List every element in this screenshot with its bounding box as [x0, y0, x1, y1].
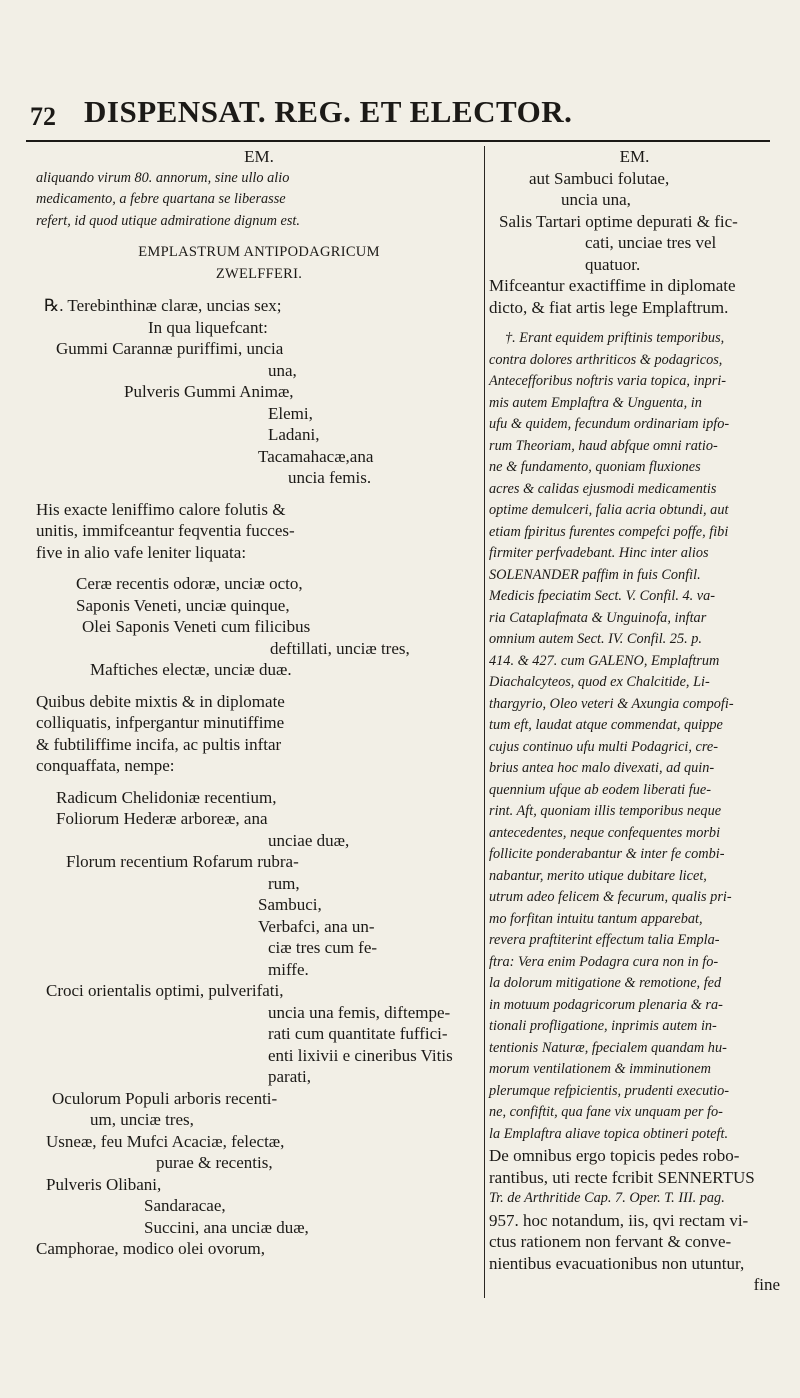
right-line: 414. & 427. cum GALENO, Emplaftrum: [489, 652, 720, 669]
right-line: quatuor.: [585, 254, 641, 274]
right-line: cujus continuo ufu multi Podagrici, cre-: [489, 738, 718, 755]
right-line: contra dolores arthriticos & podagricos,: [489, 351, 723, 368]
right-line: omnium autem Sect. IV. Confil. 25. p.: [489, 631, 702, 647]
left-line: Succini, ana unciæ duæ,: [144, 1217, 309, 1237]
page-header: [22, 94, 770, 134]
running-head: DISPENSAT. REG. ET ELECTOR.: [84, 94, 573, 129]
right-line: la dolorum mitigatione & remotione, fed: [489, 975, 722, 991]
right-line: tionali profligatione, inprimis autem in-: [489, 1018, 717, 1034]
left-line: Maftiches electæ, unciæ duæ.: [90, 660, 292, 679]
left-line: Foliorum Hederæ arboreæ, ana: [56, 809, 268, 828]
right-line: aut Sambuci folutae,: [529, 168, 670, 188]
right-line: Medicis fpeciatim Sect. V. Confil. 4. va-: [489, 588, 716, 604]
right-line: uncia una,: [561, 190, 631, 209]
left-line: enti lixivii e cineribus Vitis: [268, 1045, 453, 1065]
right-line: fine: [753, 1275, 780, 1294]
right-line: nientibus evacuationibus non utuntur,: [489, 1253, 745, 1273]
right-line: †. Erant equidem priftinis temporibus,: [505, 330, 725, 346]
right-line: ne, confiftit, qua fane vix unquam per fo-: [489, 1104, 723, 1120]
right-line: antecedentes, neque confequentes morbi: [489, 824, 721, 841]
left-line: miffe.: [268, 959, 309, 979]
right-line: tentionis Naturæ, fpecialem quandam hu-: [489, 1039, 727, 1056]
right-line: SOLENANDER paffim in fuis Confil.: [489, 566, 701, 583]
right-line: la Emplaftra aliave topica obtineri poteft.: [489, 1125, 729, 1142]
left-line: Camphorae, modico olei ovorum,: [36, 1239, 265, 1258]
left-line: Pulveris Gummi Animæ,: [124, 382, 294, 401]
right-line: tum eft, laudat atque commendat, quippe: [489, 717, 723, 733]
right-line: firmiter perfvadebant. Hinc inter alios: [489, 545, 709, 561]
right-line: plerumque refpicientis, prudenti executio-: [489, 1082, 730, 1099]
left-line: Verbafci, ana un-: [258, 916, 375, 936]
left-line: Sambuci,: [258, 895, 322, 914]
left-line: Olei Saponis Veneti cum filicibus: [82, 617, 311, 636]
right-line: ftra: Vera enim Podagra cura non in fo-: [489, 953, 719, 970]
left-line: colliquatis, infpergantur minutiffime: [36, 713, 285, 732]
left-line: Elemi,: [268, 403, 313, 423]
left-line: Ladani,: [268, 425, 320, 444]
left-line: EM.: [244, 147, 274, 166]
left-line: Quibus debite mixtis & in diplomate: [36, 691, 285, 711]
right-line: nabantur, merito utique dubitare licet,: [489, 867, 707, 884]
column-divider: [484, 146, 485, 1298]
left-line: deftillati, unciæ tres,: [270, 638, 410, 658]
right-line: cati, unciae tres vel: [585, 233, 717, 252]
left-line: una,: [268, 360, 297, 380]
right-line: morum ventilationem & imminutionem: [489, 1061, 711, 1077]
left-line: purae & recentis,: [156, 1153, 273, 1172]
left-line: [36, 681, 482, 691]
right-line: rint. Aft, quoniam illis temporibus neque: [489, 803, 722, 819]
right-line: revera praftiterint effectum talia Empla-: [489, 932, 720, 948]
left-line: uncia una femis, diftempe-: [268, 1002, 451, 1022]
right-line: ne & fundamento, quoniam fluxiones: [489, 459, 701, 475]
right-line: rum Theoriam, haud abfque omni ratio-: [489, 437, 718, 454]
right-line: Antecefforibus noftris varia topica, inpri-: [489, 373, 727, 389]
right-line: 957. hoc notandum, iis, qvi rectam vi-: [489, 1210, 749, 1230]
left-line: Saponis Veneti, unciæ quinque,: [76, 595, 290, 615]
left-line: Pulveris Olibani,: [46, 1174, 162, 1194]
left-line: Croci orientalis optimi, pulverifati,: [46, 981, 284, 1000]
right-line: brius antea hoc malo divexati, ad quin-: [489, 760, 715, 776]
right-line: dicto, & fiat artis lege Emplaftrum.: [489, 297, 729, 317]
left-line: Radicum Chelidoniæ recentium,: [56, 787, 277, 807]
left-line: ℞. Terebinthinæ claræ, uncias sex;: [44, 296, 282, 315]
left-line: Oculorum Populi arboris recenti-: [52, 1088, 278, 1108]
right-line: ufu & quidem, fecundum ordinariam ipfo-: [489, 416, 730, 432]
left-line: EMPLASTRUM ANTIPODAGRICUM: [138, 244, 380, 260]
left-line: rati cum quantitate fuffici-: [268, 1024, 448, 1043]
left-line: [36, 489, 482, 499]
left-line: In qua liquefcant:: [148, 317, 268, 337]
right-line: De omnibus ergo topicis pedes robo-: [489, 1146, 740, 1165]
right-line: mis autem Emplaftra & Unguenta, in: [489, 394, 702, 411]
left-line: uncia femis.: [288, 468, 372, 487]
right-line: EM.: [619, 147, 650, 166]
left-line: rum,: [268, 873, 300, 893]
right-line: ctus rationem non fervant & conve-: [489, 1232, 732, 1251]
right-line: Mifceantur exactiffime in diplomate: [489, 276, 736, 295]
left-line: [36, 777, 482, 787]
left-line: unitis, immifceantur feqventia fucces-: [36, 521, 295, 540]
right-line: quennium ufque ab eodem liberati fue-: [489, 781, 711, 798]
left-line: unciae duæ,: [268, 830, 350, 850]
header-rule: [26, 140, 770, 142]
right-line: Tr. de Arthritide Cap. 7. Oper. T. III. pag.: [489, 1190, 725, 1206]
right-line: follicite ponderabantur & inter fe combi-: [489, 846, 725, 862]
right-line: utrum adeo felicem & fecurum, qualis pri-: [489, 889, 732, 905]
left-line: five in alio vafe leniter liquata:: [36, 542, 247, 562]
left-line: [36, 232, 482, 242]
left-line: medicamento, a febre quartana se liberasse: [36, 191, 286, 207]
left-line: [36, 563, 482, 573]
left-line: Gummi Carannæ puriffimi, uncia: [56, 339, 284, 358]
left-line: parati,: [268, 1067, 311, 1086]
left-line: refert, id quod utique admiratione dignum est.: [36, 212, 300, 229]
left-line: [36, 285, 482, 295]
left-line: ciæ tres cum fe-: [268, 938, 378, 957]
left-line: conquaffata, nempe:: [36, 756, 175, 775]
left-line: & fubtiliffime incifa, ac pultis inftar: [36, 734, 282, 754]
right-line: acres & calidas ejusmodi medicamentis: [489, 480, 717, 497]
right-column: [489, 146, 780, 1296]
left-column: [36, 146, 482, 1260]
right-line: ria Cataplafmata & Unguinofa, inftar: [489, 609, 707, 626]
right-line: in motuum podagricorum plenaria & ra-: [489, 996, 723, 1013]
left-line: Usneæ, feu Mufci Acaciæ, felectæ,: [46, 1131, 285, 1151]
left-line: aliquando virum 80. annorum, sine ullo alio: [36, 169, 290, 186]
right-line: Salis Tartari optime depurati & fic-: [499, 211, 738, 231]
right-line: optime demulceri, falia acria obtundi, aut: [489, 502, 729, 518]
right-line: thargyrio, Oleo veteri & Axungia compofi-: [489, 695, 734, 712]
left-line: Florum recentium Rofarum rubra-: [66, 852, 299, 871]
right-line: mo forfitan intuitu tantum apparebat,: [489, 910, 703, 927]
left-line: ZWELFFERI.: [215, 265, 303, 282]
right-line: Diachalcyteos, quod ex Chalcitide, Li-: [489, 674, 710, 690]
right-line: etiam fpiritus furentes compefci poffe, fibi: [489, 523, 729, 540]
left-line: Tacamahacæ,ana: [258, 446, 374, 466]
page-number: 72: [30, 102, 56, 131]
right-line: rantibus, uti recte fcribit SENNERTUS: [489, 1167, 755, 1187]
left-line: um, unciæ tres,: [90, 1110, 194, 1129]
left-line: Sandaracae,: [144, 1196, 226, 1215]
right-line: [489, 318, 780, 328]
left-line: Ceræ recentis odoræ, unciæ octo,: [76, 574, 303, 593]
left-line: His exacte leniffimo calore folutis &: [36, 499, 286, 519]
